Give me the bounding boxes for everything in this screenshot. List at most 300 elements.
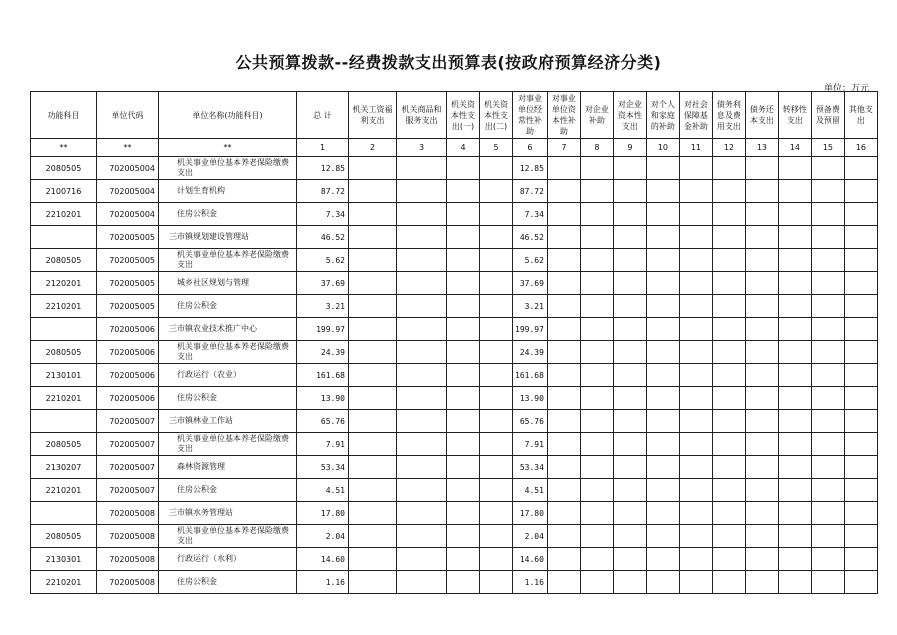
function-code-cell: 2080505	[31, 249, 97, 272]
empty-cell	[811, 571, 844, 594]
total-cell: 7.91	[297, 433, 349, 456]
function-code-cell: 2080505	[31, 341, 97, 364]
total-cell: 199.97	[297, 318, 349, 341]
column-index: 15	[811, 139, 844, 157]
empty-cell	[580, 364, 613, 387]
empty-cell	[778, 387, 811, 410]
empty-cell	[613, 295, 646, 318]
total-cell: 24.39	[297, 341, 349, 364]
column-index: 1	[297, 139, 349, 157]
function-code-cell	[31, 226, 97, 249]
column-index: **	[159, 139, 297, 157]
empty-cell	[349, 249, 397, 272]
empty-cell	[447, 387, 480, 410]
empty-cell	[613, 226, 646, 249]
empty-cell	[547, 364, 580, 387]
column-header: 机关资本性支出(二)	[480, 92, 513, 139]
unit-code-cell: 702005006	[97, 364, 159, 387]
empty-cell	[480, 341, 513, 364]
empty-cell	[712, 387, 745, 410]
subsidy-cell: 12.85	[513, 157, 548, 180]
empty-cell	[397, 157, 447, 180]
column-index: 16	[844, 139, 877, 157]
empty-cell	[745, 410, 778, 433]
column-header: 机关商品和服务支出	[397, 92, 447, 139]
table-row	[31, 295, 878, 318]
empty-cell	[745, 571, 778, 594]
empty-cell	[397, 203, 447, 226]
total-cell: 17.80	[297, 502, 349, 525]
empty-cell	[349, 180, 397, 203]
empty-cell	[679, 272, 712, 295]
empty-cell	[613, 341, 646, 364]
column-header: 单位代码	[97, 92, 159, 139]
table-row	[31, 410, 878, 433]
function-code-cell	[31, 410, 97, 433]
empty-cell	[547, 249, 580, 272]
function-code-cell: 2130301	[31, 548, 97, 571]
empty-cell	[646, 272, 679, 295]
unit-name-cell: 机关事业单位基本养老保险缴费支出	[159, 341, 297, 364]
empty-cell	[646, 180, 679, 203]
empty-cell	[447, 548, 480, 571]
empty-cell	[397, 525, 447, 548]
empty-cell	[844, 203, 877, 226]
unit-name-cell: 森林资源管理	[159, 456, 297, 479]
column-header: 对个人和家庭的补助	[646, 92, 679, 139]
empty-cell	[646, 203, 679, 226]
empty-cell	[679, 203, 712, 226]
empty-cell	[447, 226, 480, 249]
empty-cell	[480, 295, 513, 318]
empty-cell	[811, 180, 844, 203]
empty-cell	[349, 410, 397, 433]
unit-name-cell: 三市镇水务管理站	[159, 502, 297, 525]
empty-cell	[811, 410, 844, 433]
table-row	[31, 502, 878, 525]
empty-cell	[480, 272, 513, 295]
unit-code-cell: 702005005	[97, 272, 159, 295]
empty-cell	[397, 364, 447, 387]
empty-cell	[646, 433, 679, 456]
subsidy-cell: 7.91	[513, 433, 548, 456]
column-index: 13	[745, 139, 778, 157]
empty-cell	[547, 295, 580, 318]
column-index: 4	[447, 139, 480, 157]
table-row	[31, 203, 878, 226]
empty-cell	[745, 456, 778, 479]
empty-cell	[712, 433, 745, 456]
empty-cell	[778, 295, 811, 318]
empty-cell	[447, 341, 480, 364]
unit-name-cell: 住房公积金	[159, 295, 297, 318]
table-row	[31, 433, 878, 456]
total-cell: 13.90	[297, 387, 349, 410]
empty-cell	[613, 433, 646, 456]
unit-code-cell: 702005007	[97, 456, 159, 479]
empty-cell	[447, 364, 480, 387]
empty-cell	[778, 157, 811, 180]
empty-cell	[646, 456, 679, 479]
unit-code-cell: 702005007	[97, 479, 159, 502]
empty-cell	[778, 203, 811, 226]
unit-code-cell: 702005008	[97, 502, 159, 525]
empty-cell	[778, 318, 811, 341]
unit-code-cell: 702005006	[97, 341, 159, 364]
column-index: 7	[547, 139, 580, 157]
empty-cell	[745, 525, 778, 548]
unit-code-cell: 702005008	[97, 525, 159, 548]
total-cell: 53.34	[297, 456, 349, 479]
empty-cell	[480, 456, 513, 479]
empty-cell	[811, 525, 844, 548]
empty-cell	[613, 571, 646, 594]
empty-cell	[745, 341, 778, 364]
empty-cell	[679, 249, 712, 272]
empty-cell	[447, 295, 480, 318]
empty-cell	[844, 525, 877, 548]
column-index: 8	[580, 139, 613, 157]
empty-cell	[397, 387, 447, 410]
empty-cell	[447, 525, 480, 548]
unit-name-cell: 行政运行（农业）	[159, 364, 297, 387]
empty-cell	[547, 318, 580, 341]
empty-cell	[580, 571, 613, 594]
empty-cell	[778, 410, 811, 433]
empty-cell	[480, 249, 513, 272]
empty-cell	[447, 456, 480, 479]
unit-code-cell: 702005004	[97, 203, 159, 226]
empty-cell	[547, 341, 580, 364]
empty-cell	[547, 479, 580, 502]
function-code-cell: 2210201	[31, 387, 97, 410]
empty-cell	[844, 180, 877, 203]
column-header: 机关资本性支出(一)	[447, 92, 480, 139]
empty-cell	[844, 387, 877, 410]
empty-cell	[778, 548, 811, 571]
subsidy-cell: 199.97	[513, 318, 548, 341]
empty-cell	[712, 157, 745, 180]
empty-cell	[547, 387, 580, 410]
subsidy-cell: 17.80	[513, 502, 548, 525]
empty-cell	[580, 525, 613, 548]
unit-code-cell: 702005008	[97, 548, 159, 571]
total-cell: 7.34	[297, 203, 349, 226]
column-index: 11	[679, 139, 712, 157]
empty-cell	[679, 387, 712, 410]
empty-cell	[480, 410, 513, 433]
empty-cell	[580, 387, 613, 410]
unit-code-cell: 702005005	[97, 249, 159, 272]
table-row	[31, 180, 878, 203]
table-body	[31, 157, 878, 594]
empty-cell	[349, 203, 397, 226]
empty-cell	[613, 479, 646, 502]
empty-cell	[646, 249, 679, 272]
empty-cell	[745, 157, 778, 180]
empty-cell	[349, 295, 397, 318]
column-index: 6	[513, 139, 548, 157]
unit-name-cell: 机关事业单位基本养老保险缴费支出	[159, 157, 297, 180]
subsidy-cell: 4.51	[513, 479, 548, 502]
empty-cell	[447, 433, 480, 456]
empty-cell	[712, 272, 745, 295]
unit-name-cell: 机关事业单位基本养老保险缴费支出	[159, 249, 297, 272]
empty-cell	[613, 548, 646, 571]
empty-cell	[580, 226, 613, 249]
empty-cell	[712, 226, 745, 249]
index-row	[31, 139, 878, 157]
empty-cell	[811, 272, 844, 295]
empty-cell	[811, 226, 844, 249]
subsidy-cell: 5.62	[513, 249, 548, 272]
empty-cell	[349, 226, 397, 249]
empty-cell	[397, 295, 447, 318]
column-index: 14	[778, 139, 811, 157]
empty-cell	[580, 502, 613, 525]
empty-cell	[811, 364, 844, 387]
total-cell: 161.68	[297, 364, 349, 387]
empty-cell	[397, 571, 447, 594]
empty-cell	[547, 410, 580, 433]
empty-cell	[778, 226, 811, 249]
empty-cell	[547, 502, 580, 525]
empty-cell	[679, 341, 712, 364]
empty-cell	[844, 272, 877, 295]
unit-name-cell: 三市镇农业技术推广中心	[159, 318, 297, 341]
empty-cell	[778, 456, 811, 479]
empty-cell	[447, 180, 480, 203]
unit-code-cell: 702005004	[97, 157, 159, 180]
unit-code-cell: 702005004	[97, 180, 159, 203]
empty-cell	[613, 525, 646, 548]
table-row	[31, 387, 878, 410]
empty-cell	[349, 157, 397, 180]
empty-cell	[679, 364, 712, 387]
column-header: 单位名称(功能科目)	[159, 92, 297, 139]
subsidy-cell: 161.68	[513, 364, 548, 387]
column-header: 转移性支出	[778, 92, 811, 139]
empty-cell	[745, 548, 778, 571]
empty-cell	[712, 525, 745, 548]
empty-cell	[547, 548, 580, 571]
empty-cell	[712, 571, 745, 594]
empty-cell	[447, 571, 480, 594]
column-header: 预备费及预留	[811, 92, 844, 139]
empty-cell	[712, 180, 745, 203]
empty-cell	[580, 249, 613, 272]
empty-cell	[447, 203, 480, 226]
empty-cell	[480, 479, 513, 502]
empty-cell	[811, 249, 844, 272]
column-index: 2	[349, 139, 397, 157]
unit-name-cell: 三市镇林业工作站	[159, 410, 297, 433]
empty-cell	[349, 318, 397, 341]
empty-cell	[480, 180, 513, 203]
empty-cell	[349, 456, 397, 479]
empty-cell	[547, 180, 580, 203]
empty-cell	[646, 410, 679, 433]
empty-cell	[613, 272, 646, 295]
empty-cell	[778, 249, 811, 272]
column-header: 债务还本支出	[745, 92, 778, 139]
empty-cell	[397, 433, 447, 456]
unit-name-cell: 住房公积金	[159, 387, 297, 410]
empty-cell	[480, 502, 513, 525]
function-code-cell	[31, 502, 97, 525]
empty-cell	[580, 272, 613, 295]
column-index: **	[31, 139, 97, 157]
empty-cell	[844, 502, 877, 525]
total-cell: 4.51	[297, 479, 349, 502]
empty-cell	[547, 456, 580, 479]
empty-cell	[778, 479, 811, 502]
column-header: 总 计	[297, 92, 349, 139]
total-cell: 46.52	[297, 226, 349, 249]
empty-cell	[349, 387, 397, 410]
table-row	[31, 157, 878, 180]
column-index: 9	[613, 139, 646, 157]
empty-cell	[397, 341, 447, 364]
empty-cell	[844, 341, 877, 364]
empty-cell	[745, 226, 778, 249]
empty-cell	[778, 180, 811, 203]
empty-cell	[397, 249, 447, 272]
subsidy-cell: 53.34	[513, 456, 548, 479]
table-row	[31, 318, 878, 341]
empty-cell	[547, 433, 580, 456]
empty-cell	[447, 157, 480, 180]
unit-code-cell: 702005007	[97, 433, 159, 456]
empty-cell	[613, 157, 646, 180]
empty-cell	[778, 272, 811, 295]
empty-cell	[480, 364, 513, 387]
empty-cell	[447, 272, 480, 295]
empty-cell	[397, 318, 447, 341]
empty-cell	[480, 226, 513, 249]
column-header: 功能科目	[31, 92, 97, 139]
empty-cell	[646, 226, 679, 249]
unit-name-cell: 机关事业单位基本养老保险缴费支出	[159, 433, 297, 456]
empty-cell	[712, 364, 745, 387]
empty-cell	[397, 456, 447, 479]
empty-cell	[745, 387, 778, 410]
empty-cell	[844, 479, 877, 502]
function-code-cell: 2210201	[31, 295, 97, 318]
empty-cell	[349, 341, 397, 364]
empty-cell	[580, 433, 613, 456]
subsidy-cell: 3.21	[513, 295, 548, 318]
column-header: 其他支出	[844, 92, 877, 139]
total-cell: 14.60	[297, 548, 349, 571]
empty-cell	[778, 525, 811, 548]
empty-cell	[480, 318, 513, 341]
function-code-cell: 2210201	[31, 479, 97, 502]
empty-cell	[778, 571, 811, 594]
empty-cell	[646, 548, 679, 571]
empty-cell	[547, 272, 580, 295]
empty-cell	[613, 410, 646, 433]
empty-cell	[811, 548, 844, 571]
column-header: 对企业补助	[580, 92, 613, 139]
table-row	[31, 272, 878, 295]
empty-cell	[480, 525, 513, 548]
empty-cell	[844, 364, 877, 387]
empty-cell	[397, 272, 447, 295]
table-row	[31, 226, 878, 249]
empty-cell	[679, 479, 712, 502]
unit-code-cell: 702005007	[97, 410, 159, 433]
empty-cell	[679, 525, 712, 548]
table-row	[31, 456, 878, 479]
table-row	[31, 571, 878, 594]
function-code-cell: 2130101	[31, 364, 97, 387]
empty-cell	[613, 180, 646, 203]
unit-name-cell: 住房公积金	[159, 203, 297, 226]
empty-cell	[397, 479, 447, 502]
empty-cell	[712, 203, 745, 226]
column-index: **	[97, 139, 159, 157]
function-code-cell: 2100716	[31, 180, 97, 203]
function-code-cell: 2210201	[31, 203, 97, 226]
empty-cell	[745, 364, 778, 387]
empty-cell	[613, 318, 646, 341]
empty-cell	[811, 387, 844, 410]
empty-cell	[811, 341, 844, 364]
empty-cell	[580, 295, 613, 318]
empty-cell	[778, 364, 811, 387]
empty-cell	[480, 387, 513, 410]
empty-cell	[447, 479, 480, 502]
empty-cell	[844, 226, 877, 249]
empty-cell	[580, 456, 613, 479]
column-header: 对企业资本性支出	[613, 92, 646, 139]
unit-code-cell: 702005005	[97, 226, 159, 249]
empty-cell	[844, 410, 877, 433]
empty-cell	[480, 571, 513, 594]
unit-code-cell: 702005006	[97, 387, 159, 410]
function-code-cell: 2080505	[31, 157, 97, 180]
table-row	[31, 364, 878, 387]
unit-name-cell: 行政运行（水利）	[159, 548, 297, 571]
empty-cell	[613, 502, 646, 525]
empty-cell	[778, 341, 811, 364]
document-title: 公共预算拨款--经费拨款支出预算表(按政府预算经济分类)	[235, 53, 662, 72]
empty-cell	[447, 502, 480, 525]
empty-cell	[646, 318, 679, 341]
empty-cell	[447, 410, 480, 433]
empty-cell	[613, 387, 646, 410]
unit-code-cell: 702005005	[97, 295, 159, 318]
empty-cell	[712, 295, 745, 318]
function-code-cell: 2130207	[31, 456, 97, 479]
header-row	[31, 92, 878, 139]
total-cell: 87.72	[297, 180, 349, 203]
empty-cell	[547, 571, 580, 594]
empty-cell	[580, 180, 613, 203]
empty-cell	[646, 387, 679, 410]
empty-cell	[679, 548, 712, 571]
column-header: 对社会保障基金补助	[679, 92, 712, 139]
empty-cell	[613, 456, 646, 479]
empty-cell	[397, 548, 447, 571]
empty-cell	[679, 295, 712, 318]
empty-cell	[646, 502, 679, 525]
function-code-cell: 2120201	[31, 272, 97, 295]
subsidy-cell: 24.39	[513, 341, 548, 364]
empty-cell	[745, 249, 778, 272]
empty-cell	[811, 433, 844, 456]
